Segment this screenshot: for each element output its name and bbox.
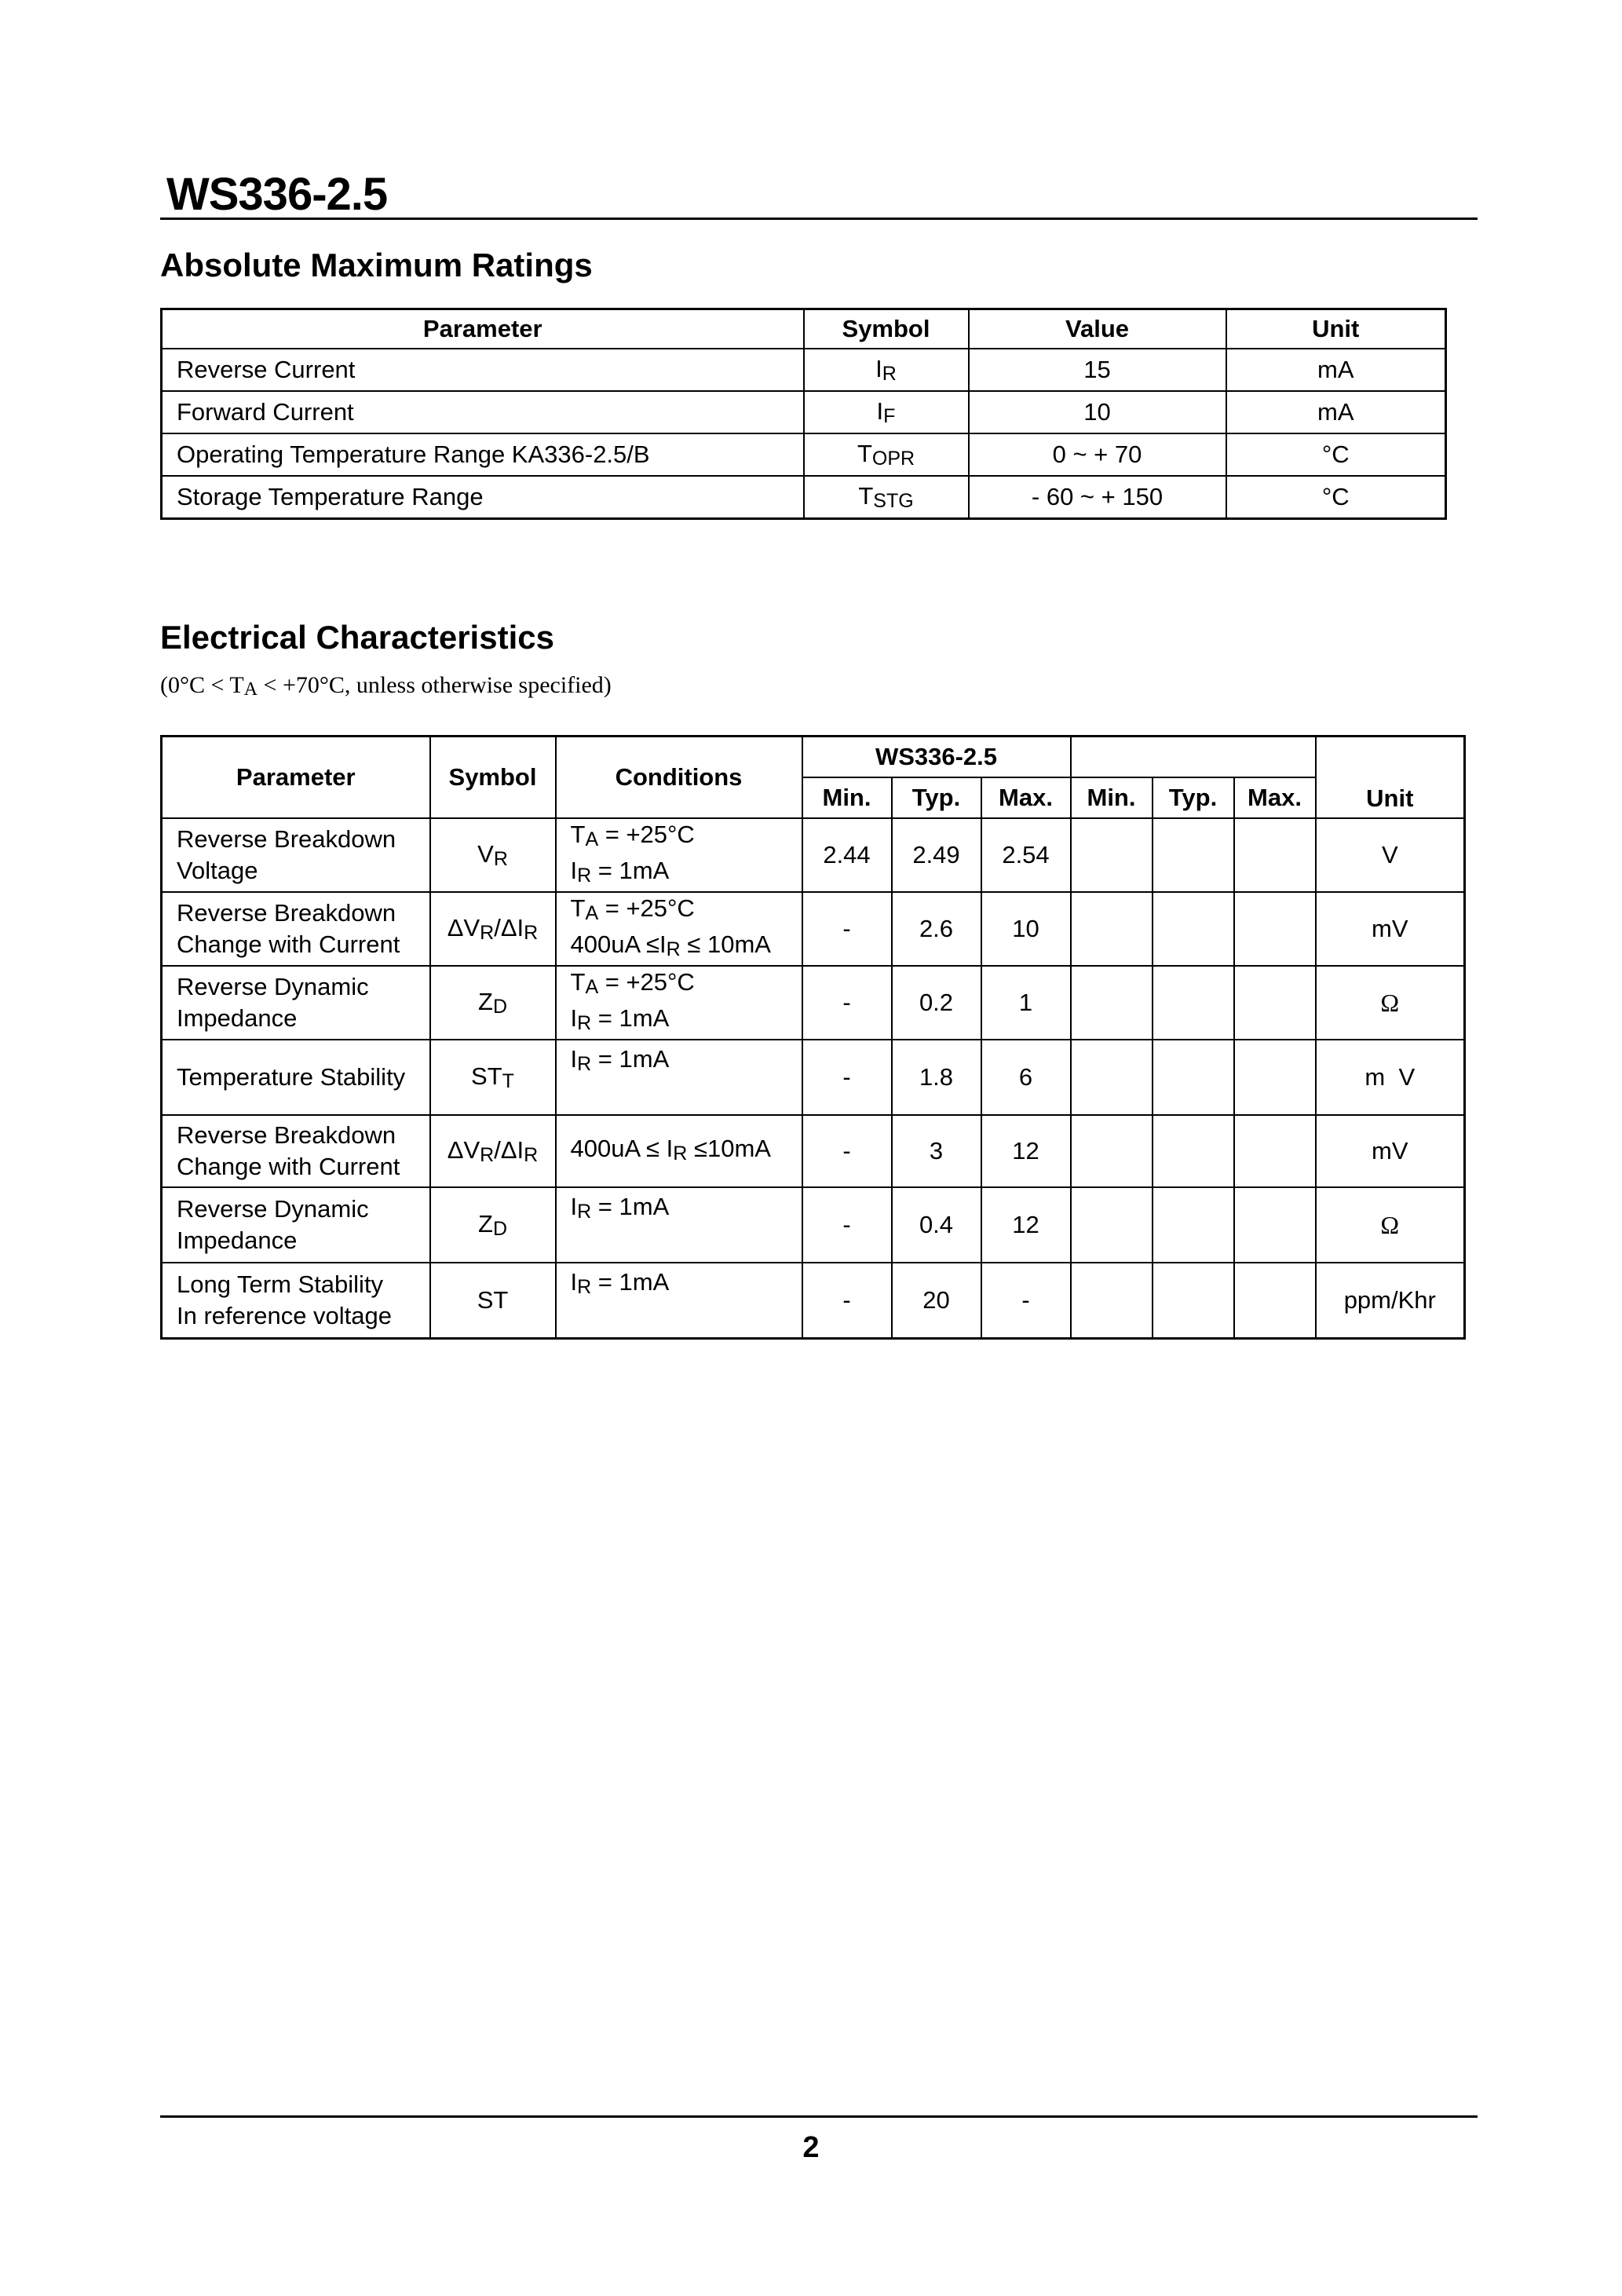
- condition-text-2: = 1mA: [591, 1268, 670, 1296]
- typ-cell-2: [1153, 1263, 1234, 1339]
- symbol-cell: [430, 818, 556, 892]
- condition-text: I: [570, 1268, 578, 1296]
- parameter-line-2: Impedance: [177, 1227, 298, 1254]
- typ-cell-2: [1153, 818, 1234, 892]
- symbol-cell: [430, 1187, 556, 1263]
- typ-cell-2: [1153, 1187, 1234, 1263]
- unit-cell: mA: [1226, 349, 1446, 391]
- condition-text-2: = 1mA: [591, 1193, 670, 1220]
- electrical-characteristics-heading: Electrical Characteristics: [160, 619, 554, 656]
- condition-line2-subscript: R: [577, 1012, 592, 1034]
- column-header-typ: Typ.: [892, 777, 981, 818]
- parameter-line-2: Change with Current: [177, 1153, 400, 1180]
- parameter-cell: [162, 1040, 430, 1115]
- column-header-symbol: Symbol: [804, 309, 969, 349]
- parameter-line-1: Reverse Breakdown: [177, 1121, 396, 1149]
- table-row: [162, 1187, 1465, 1263]
- table-row: [162, 1040, 1465, 1115]
- max-cell: 1: [981, 966, 1071, 1040]
- condition-subscript: A: [585, 902, 599, 924]
- condition-line2-text: 400uA ≤I: [570, 930, 667, 958]
- value-cell: 15: [969, 349, 1226, 391]
- min-cell-2: [1071, 1115, 1153, 1187]
- parameter-line-1: Reverse Dynamic: [177, 1195, 369, 1223]
- conditions-cell: [556, 1040, 802, 1115]
- min-cell: -: [802, 1263, 892, 1339]
- symbol-cell: [804, 476, 969, 519]
- electrical-characteristics-table: [160, 735, 1466, 1340]
- parameter-cell: [162, 966, 430, 1040]
- column-group-ws336: WS336-2.5: [802, 737, 1071, 778]
- symbol-subscript: D: [492, 995, 507, 1018]
- max-cell: 12: [981, 1115, 1071, 1187]
- typ-cell: 20: [892, 1263, 981, 1339]
- column-header-parameter: Parameter: [162, 737, 430, 819]
- symbol-subscript: F: [883, 404, 896, 427]
- unit-cell: °C: [1226, 433, 1446, 476]
- symbol-subscript: R: [882, 362, 897, 385]
- parameter-line-1: Reverse Breakdown: [177, 825, 396, 853]
- unit-cell: V: [1316, 818, 1465, 892]
- table-header-row: [162, 737, 1465, 778]
- column-header-parameter: Parameter: [162, 309, 804, 349]
- symbol-text: I: [875, 354, 882, 382]
- parameter-line-2: In reference voltage: [177, 1302, 393, 1329]
- max-cell: 10: [981, 892, 1071, 966]
- symbol-subscript: OPR: [871, 447, 915, 470]
- max-cell-2: [1234, 818, 1316, 892]
- min-cell: -: [802, 1187, 892, 1263]
- column-header-min-2: Min.: [1071, 777, 1153, 818]
- parameter-line-2: Change with Current: [177, 930, 400, 958]
- condition-subscript: A: [585, 976, 599, 998]
- condition-text-2: ≤10mA: [687, 1135, 771, 1162]
- condition-text: I: [570, 1045, 578, 1073]
- symbol-text: Z: [478, 987, 493, 1015]
- column-group-blank: [1071, 737, 1316, 778]
- condition-subscript: R: [577, 1201, 592, 1223]
- value-cell: 0 ~ + 70: [969, 433, 1226, 476]
- min-cell-2: [1071, 1040, 1153, 1115]
- condition-subscript: A: [585, 828, 599, 850]
- condition-subscript: R: [577, 1053, 592, 1075]
- symbol-text: T: [858, 481, 874, 510]
- max-cell-2: [1234, 1263, 1316, 1339]
- condition-text: T: [570, 968, 586, 996]
- condition-line2-text: I: [570, 857, 578, 884]
- min-cell: -: [802, 966, 892, 1040]
- absolute-maximum-ratings-heading: Absolute Maximum Ratings: [160, 247, 593, 283]
- table-row: [162, 349, 1446, 391]
- typ-cell: 0.2: [892, 966, 981, 1040]
- symbol-text: V: [477, 839, 494, 868]
- typ-cell: 1.8: [892, 1040, 981, 1115]
- min-cell: -: [802, 892, 892, 966]
- page-number: 2: [802, 2131, 820, 2164]
- column-header-symbol: Symbol: [430, 737, 556, 819]
- max-cell-2: [1234, 1040, 1316, 1115]
- column-header-max: Max.: [981, 777, 1071, 818]
- symbol-cell: [804, 433, 969, 476]
- unit-cell: Ω: [1316, 966, 1465, 1040]
- max-cell-2: [1234, 892, 1316, 966]
- symbol-cell: [430, 1115, 556, 1187]
- symbol-subscript: R: [493, 847, 508, 870]
- max-cell: -: [981, 1263, 1071, 1339]
- min-cell-2: [1071, 966, 1153, 1040]
- title-rule: [160, 218, 1478, 220]
- parameter-cell: [162, 892, 430, 966]
- symbol-text: ΔV: [447, 913, 480, 941]
- symbol-text: Z: [478, 1209, 493, 1238]
- max-cell: 2.54: [981, 818, 1071, 892]
- symbol-cell: [430, 1040, 556, 1115]
- condition-text-2: = 1mA: [591, 1045, 670, 1073]
- unit-cell: mA: [1226, 391, 1446, 433]
- condition-text: 400uA ≤ I: [570, 1135, 674, 1162]
- table-row: [162, 1263, 1465, 1339]
- condition-line2-text-2: = 1mA: [591, 1004, 670, 1032]
- typ-cell-2: [1153, 1040, 1234, 1115]
- parameter-line-1: Long Term Stability: [177, 1270, 384, 1298]
- symbol-cell: [804, 391, 969, 433]
- typ-cell-2: [1153, 1115, 1234, 1187]
- condition-line2-text-2: ≤ 10mA: [680, 930, 771, 958]
- typ-cell: 3: [892, 1115, 981, 1187]
- typ-cell-2: [1153, 966, 1234, 1040]
- min-cell-2: [1071, 892, 1153, 966]
- max-cell: 6: [981, 1040, 1071, 1115]
- min-cell: 2.44: [802, 818, 892, 892]
- typ-cell: 2.6: [892, 892, 981, 966]
- parameter-cell: Reverse Current: [162, 349, 804, 391]
- column-header-min: Min.: [802, 777, 892, 818]
- unit-cell: m V: [1316, 1040, 1465, 1115]
- symbol-cell: [430, 966, 556, 1040]
- condition-line2-subscript: R: [577, 865, 592, 887]
- unit-cell: mV: [1316, 892, 1465, 966]
- parameter-cell: [162, 1263, 430, 1339]
- condition-text: T: [570, 821, 586, 848]
- table-header-row: [162, 309, 1446, 349]
- unit-cell: °C: [1226, 476, 1446, 519]
- condition-line2-text: I: [570, 1004, 578, 1032]
- conditions-cell: [556, 1115, 802, 1187]
- column-header-unit: Unit: [1226, 309, 1446, 349]
- symbol-cell: [430, 1263, 556, 1339]
- table-row: [162, 433, 1446, 476]
- table-row: [162, 966, 1465, 1040]
- symbol-subscript: R: [480, 1143, 495, 1166]
- parameter-cell: [162, 818, 430, 892]
- min-cell-2: [1071, 1263, 1153, 1339]
- max-cell-2: [1234, 966, 1316, 1040]
- typ-cell: 0.4: [892, 1187, 981, 1263]
- parameter-line-2: Impedance: [177, 1004, 298, 1032]
- condition-subscript: R: [673, 1143, 688, 1164]
- symbol-subscript-2: R: [524, 921, 539, 944]
- typ-cell: 2.49: [892, 818, 981, 892]
- symbol-subscript-2: R: [524, 1143, 539, 1166]
- unit-cell: mV: [1316, 1115, 1465, 1187]
- symbol-cell: [804, 349, 969, 391]
- condition-text: T: [570, 894, 586, 922]
- parameter-cell: Storage Temperature Range: [162, 476, 804, 519]
- conditions-cell: [556, 892, 802, 966]
- parameter-cell: Forward Current: [162, 391, 804, 433]
- column-header-unit: Unit: [1316, 737, 1465, 819]
- column-header-value: Value: [969, 309, 1226, 349]
- unit-cell: Ω: [1316, 1187, 1465, 1263]
- condition-line2-text-2: = 1mA: [591, 857, 670, 884]
- table-row: [162, 1115, 1465, 1187]
- conditions-cell: [556, 1187, 802, 1263]
- symbol-text-2: /ΔI: [494, 1135, 524, 1164]
- max-cell: 12: [981, 1187, 1071, 1263]
- parameter-line-2: Voltage: [177, 857, 258, 884]
- min-cell-2: [1071, 1187, 1153, 1263]
- symbol-subscript: T: [502, 1069, 514, 1092]
- max-cell-2: [1234, 1115, 1316, 1187]
- condition-subscript: R: [577, 1276, 592, 1298]
- symbol-text: ΔV: [447, 1135, 480, 1164]
- table-row: [162, 818, 1465, 892]
- conditions-cell: [556, 818, 802, 892]
- value-cell: 10: [969, 391, 1226, 433]
- parameter-cell: [162, 1115, 430, 1187]
- table-row: [162, 476, 1446, 519]
- typ-cell-2: [1153, 892, 1234, 966]
- unit-cell: ppm/Khr: [1316, 1263, 1465, 1339]
- parameter-cell: [162, 1187, 430, 1263]
- min-cell: -: [802, 1115, 892, 1187]
- symbol-subscript: R: [480, 921, 495, 944]
- symbol-cell: [430, 892, 556, 966]
- table-row: [162, 391, 1446, 433]
- symbol-text: T: [857, 439, 872, 467]
- document-title: WS336-2.5: [166, 169, 388, 220]
- min-cell: -: [802, 1040, 892, 1115]
- table-row: [162, 892, 1465, 966]
- min-cell-2: [1071, 818, 1153, 892]
- symbol-text: I: [876, 397, 884, 425]
- condition-text-2: = +25°C: [598, 894, 695, 922]
- conditions-cell: [556, 966, 802, 1040]
- conditions-cell: [556, 1263, 802, 1339]
- parameter-cell: Operating Temperature Range KA336-2.5/B: [162, 433, 804, 476]
- absolute-maximum-ratings-table: [160, 308, 1447, 520]
- condition-line2-subscript: R: [666, 938, 681, 960]
- symbol-text: ST: [471, 1062, 502, 1090]
- column-header-conditions: Conditions: [556, 737, 802, 819]
- test-conditions-note: ($0^\circ C < T_A < +70^\circ C$, unless otherwise specified): [160, 672, 612, 700]
- max-cell-2: [1234, 1187, 1316, 1263]
- column-header-max-2: Max.: [1234, 777, 1316, 818]
- column-header-typ-2: Typ.: [1153, 777, 1234, 818]
- parameter-line-1: Temperature Stability: [177, 1063, 406, 1091]
- condition-text-2: = +25°C: [598, 821, 695, 848]
- symbol-text: ST: [477, 1286, 509, 1314]
- symbol-text-2: /ΔI: [494, 913, 524, 941]
- condition-text-2: = +25°C: [598, 968, 695, 996]
- value-cell: - 60 ~ + 150: [969, 476, 1226, 519]
- footer-rule: [160, 2115, 1478, 2118]
- symbol-subscript: STG: [873, 489, 914, 512]
- parameter-line-1: Reverse Dynamic: [177, 973, 369, 1000]
- condition-text: I: [570, 1193, 578, 1220]
- parameter-line-1: Reverse Breakdown: [177, 899, 396, 927]
- symbol-subscript: D: [492, 1217, 507, 1240]
